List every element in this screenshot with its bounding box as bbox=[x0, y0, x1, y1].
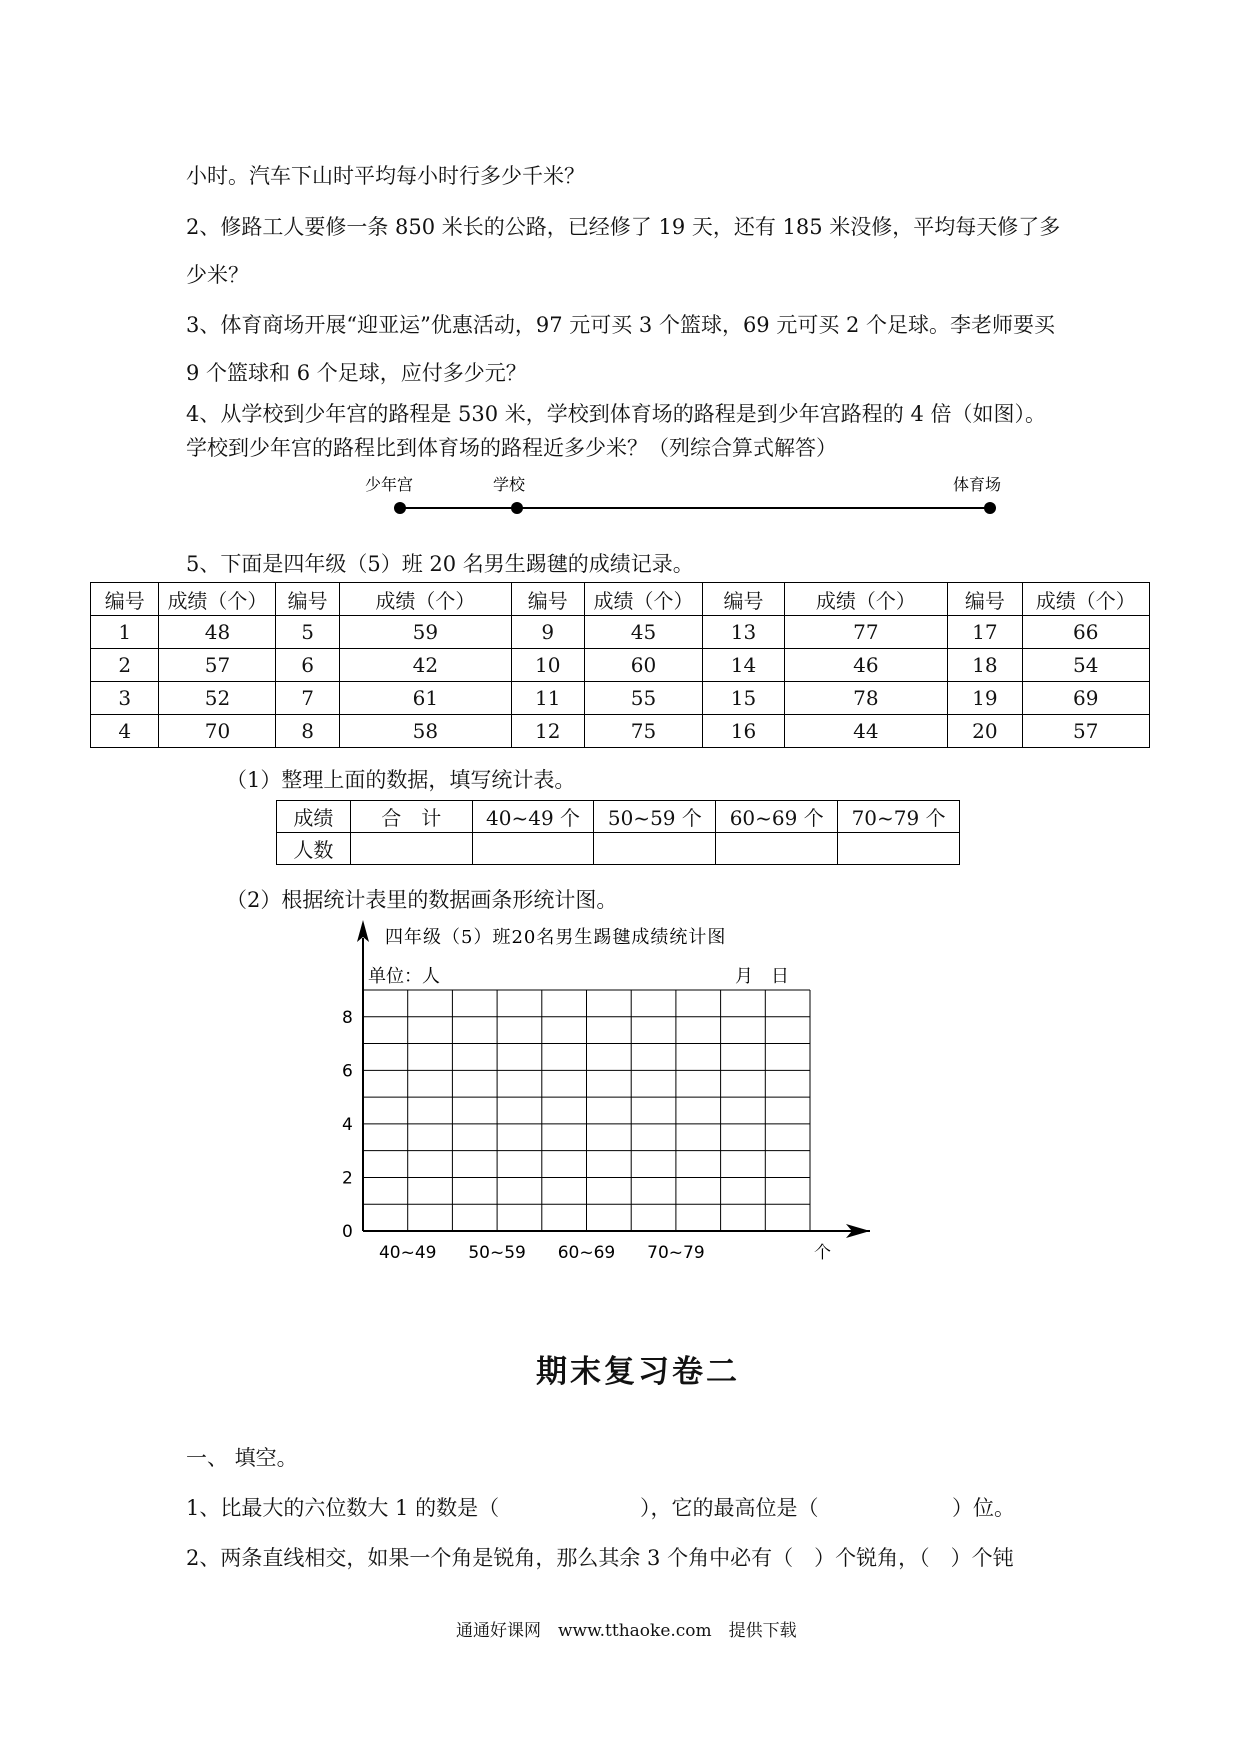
cell: 70 bbox=[159, 715, 276, 748]
question-3: 3、体育商场开展“迎亚运”优惠活动，97 元可买 3 个篮球，69 元可买 2 个足球。李老师要买 bbox=[186, 313, 1056, 337]
header-id: 编号 bbox=[511, 583, 584, 616]
cell: 1 bbox=[91, 616, 159, 649]
cell: 19 bbox=[948, 682, 1022, 715]
section-heading: 一、 填空。 bbox=[186, 1446, 298, 1470]
cell: 61 bbox=[339, 682, 511, 715]
route-label-stadium: 体育场 bbox=[953, 475, 1002, 494]
cell: 75 bbox=[584, 715, 703, 748]
text-line: 小时。汽车下山时平均每小时行多少千米？ bbox=[186, 164, 585, 188]
header-id: 编号 bbox=[91, 583, 159, 616]
cell: 17 bbox=[948, 616, 1022, 649]
blank-cell[interactable] bbox=[838, 833, 960, 865]
cell: 70~79 个 bbox=[838, 801, 960, 833]
cell: 60 bbox=[584, 649, 703, 682]
cell: 18 bbox=[948, 649, 1022, 682]
cell: 46 bbox=[784, 649, 948, 682]
cell: 55 bbox=[584, 682, 703, 715]
cell: 48 bbox=[159, 616, 276, 649]
chart-grid bbox=[363, 990, 810, 1231]
blank-cell[interactable] bbox=[350, 833, 472, 865]
table-row bbox=[277, 833, 960, 865]
blank-cell[interactable] bbox=[472, 833, 594, 865]
cell: 57 bbox=[159, 649, 276, 682]
cell: 40~49 个 bbox=[472, 801, 594, 833]
y-axis-ticks bbox=[342, 1008, 353, 1242]
cell: 14 bbox=[703, 649, 784, 682]
cell: 45 bbox=[584, 616, 703, 649]
header-score: 成绩（个） bbox=[1022, 583, 1149, 616]
y-tick-label: 0 bbox=[342, 1222, 353, 1242]
header-id: 编号 bbox=[276, 583, 339, 616]
cell: 12 bbox=[511, 715, 584, 748]
text-line: 9 个篮球和 6 个足球，应付多少元？ bbox=[186, 361, 527, 385]
chart-title: 四年级（5）班20名男生踢毽成绩统计图 bbox=[385, 927, 727, 948]
cell: 16 bbox=[703, 715, 784, 748]
cell: 10 bbox=[511, 649, 584, 682]
cell: 50~59 个 bbox=[594, 801, 716, 833]
fill-question-1-part-c: ）位。 bbox=[952, 1496, 1015, 1520]
cell: 5 bbox=[276, 616, 339, 649]
table-row bbox=[91, 682, 1150, 715]
cell: 44 bbox=[784, 715, 948, 748]
fill-question-1-part-a: 1、比最大的六位数大 1 的数是（ bbox=[186, 1496, 500, 1520]
header-score: 成绩（个） bbox=[159, 583, 276, 616]
cell: 2 bbox=[91, 649, 159, 682]
route-point-stadium bbox=[984, 502, 996, 514]
route-diagram bbox=[350, 470, 1030, 530]
x-category-label: 50~59 bbox=[468, 1243, 526, 1263]
cell: 60~69 个 bbox=[716, 801, 838, 833]
x-category-label: 40~49 bbox=[378, 1243, 437, 1263]
x-category-label: 70~79 bbox=[647, 1243, 705, 1263]
cell: 59 bbox=[339, 616, 511, 649]
cell: 42 bbox=[339, 649, 511, 682]
header-score: 成绩（个） bbox=[339, 583, 511, 616]
text-line: 少米？ bbox=[186, 263, 249, 287]
table-row bbox=[277, 801, 960, 833]
cell: 20 bbox=[948, 715, 1022, 748]
cell: 57 bbox=[1022, 715, 1149, 748]
table-row bbox=[91, 715, 1150, 748]
question-4: 4、从学校到少年宫的路程是 530 米，学校到体育场的路程是到少年宫路程的 4 倍（如图）。 bbox=[186, 402, 1047, 426]
cell: 58 bbox=[339, 715, 511, 748]
header-score: 成绩（个） bbox=[784, 583, 948, 616]
question-5: 5、下面是四年级（5）班 20 名男生踢毽的成绩记录。 bbox=[186, 552, 694, 576]
fill-question-1-part-b: ），它的最高位是（ bbox=[640, 1496, 819, 1520]
route-label-children-palace: 少年宫 bbox=[365, 475, 414, 494]
blank-cell[interactable] bbox=[594, 833, 716, 865]
table-row bbox=[91, 649, 1150, 682]
cell: 6 bbox=[276, 649, 339, 682]
y-tick-label: 8 bbox=[342, 1007, 353, 1028]
route-label-school: 学校 bbox=[493, 475, 526, 494]
fill-question-2: 2、两条直线相交，如果一个角是锐角，那么其余 3 个角中必有（ ）个锐角，（ ）个钝 bbox=[186, 1546, 1014, 1570]
cell: 77 bbox=[784, 616, 948, 649]
cell: 15 bbox=[703, 682, 784, 715]
header-score: 成绩（个） bbox=[584, 583, 703, 616]
cell: 4 bbox=[91, 715, 159, 748]
sub-question-2: （2）根据统计表里的数据画条形统计图。 bbox=[226, 888, 618, 912]
cell: 7 bbox=[276, 682, 339, 715]
x-axis-categories bbox=[379, 1243, 705, 1263]
bar-chart bbox=[330, 920, 890, 1280]
cell: 69 bbox=[1022, 682, 1149, 715]
records-table bbox=[90, 582, 1150, 748]
blank-cell[interactable] bbox=[716, 833, 838, 865]
header-id: 编号 bbox=[948, 583, 1022, 616]
route-point-children-palace bbox=[394, 502, 406, 514]
cell: 11 bbox=[511, 682, 584, 715]
x-axis-unit: 个 bbox=[814, 1243, 831, 1263]
y-tick-label: 2 bbox=[342, 1168, 353, 1189]
y-tick-label: 4 bbox=[342, 1114, 353, 1135]
cell: 13 bbox=[703, 616, 784, 649]
cell: 9 bbox=[511, 616, 584, 649]
text-line: 学校到少年宫的路程比到体育场的路程近多少米？（列综合算式解答） bbox=[186, 436, 837, 460]
chart-date: 月 日 bbox=[735, 966, 789, 987]
cell: 成绩 bbox=[277, 801, 351, 833]
cell: 54 bbox=[1022, 649, 1149, 682]
y-tick-label: 6 bbox=[342, 1061, 353, 1082]
header-id: 编号 bbox=[703, 583, 784, 616]
x-category-label: 60~69 bbox=[557, 1243, 616, 1263]
cell: 78 bbox=[784, 682, 948, 715]
question-2: 2、修路工人要修一条 850 米长的公路，已经修了 19 天，还有 185 米没修，平均每天修了多 bbox=[186, 215, 1061, 239]
section-title: 期末复习卷二 bbox=[536, 1354, 740, 1390]
table-header-row bbox=[91, 583, 1150, 616]
route-point-school bbox=[511, 502, 523, 514]
cell: 52 bbox=[159, 682, 276, 715]
cell: 人数 bbox=[277, 833, 351, 865]
cell: 合 计 bbox=[350, 801, 472, 833]
cell: 66 bbox=[1022, 616, 1149, 649]
statistics-table bbox=[276, 800, 960, 865]
sub-question-1: （1）整理上面的数据，填写统计表。 bbox=[226, 768, 576, 792]
table-row bbox=[91, 616, 1150, 649]
chart-unit: 单位：人 bbox=[368, 966, 440, 987]
cell: 8 bbox=[276, 715, 339, 748]
cell: 3 bbox=[91, 682, 159, 715]
footer: 通通好课网 www.tthaoke.com 提供下载 bbox=[456, 1621, 797, 1641]
